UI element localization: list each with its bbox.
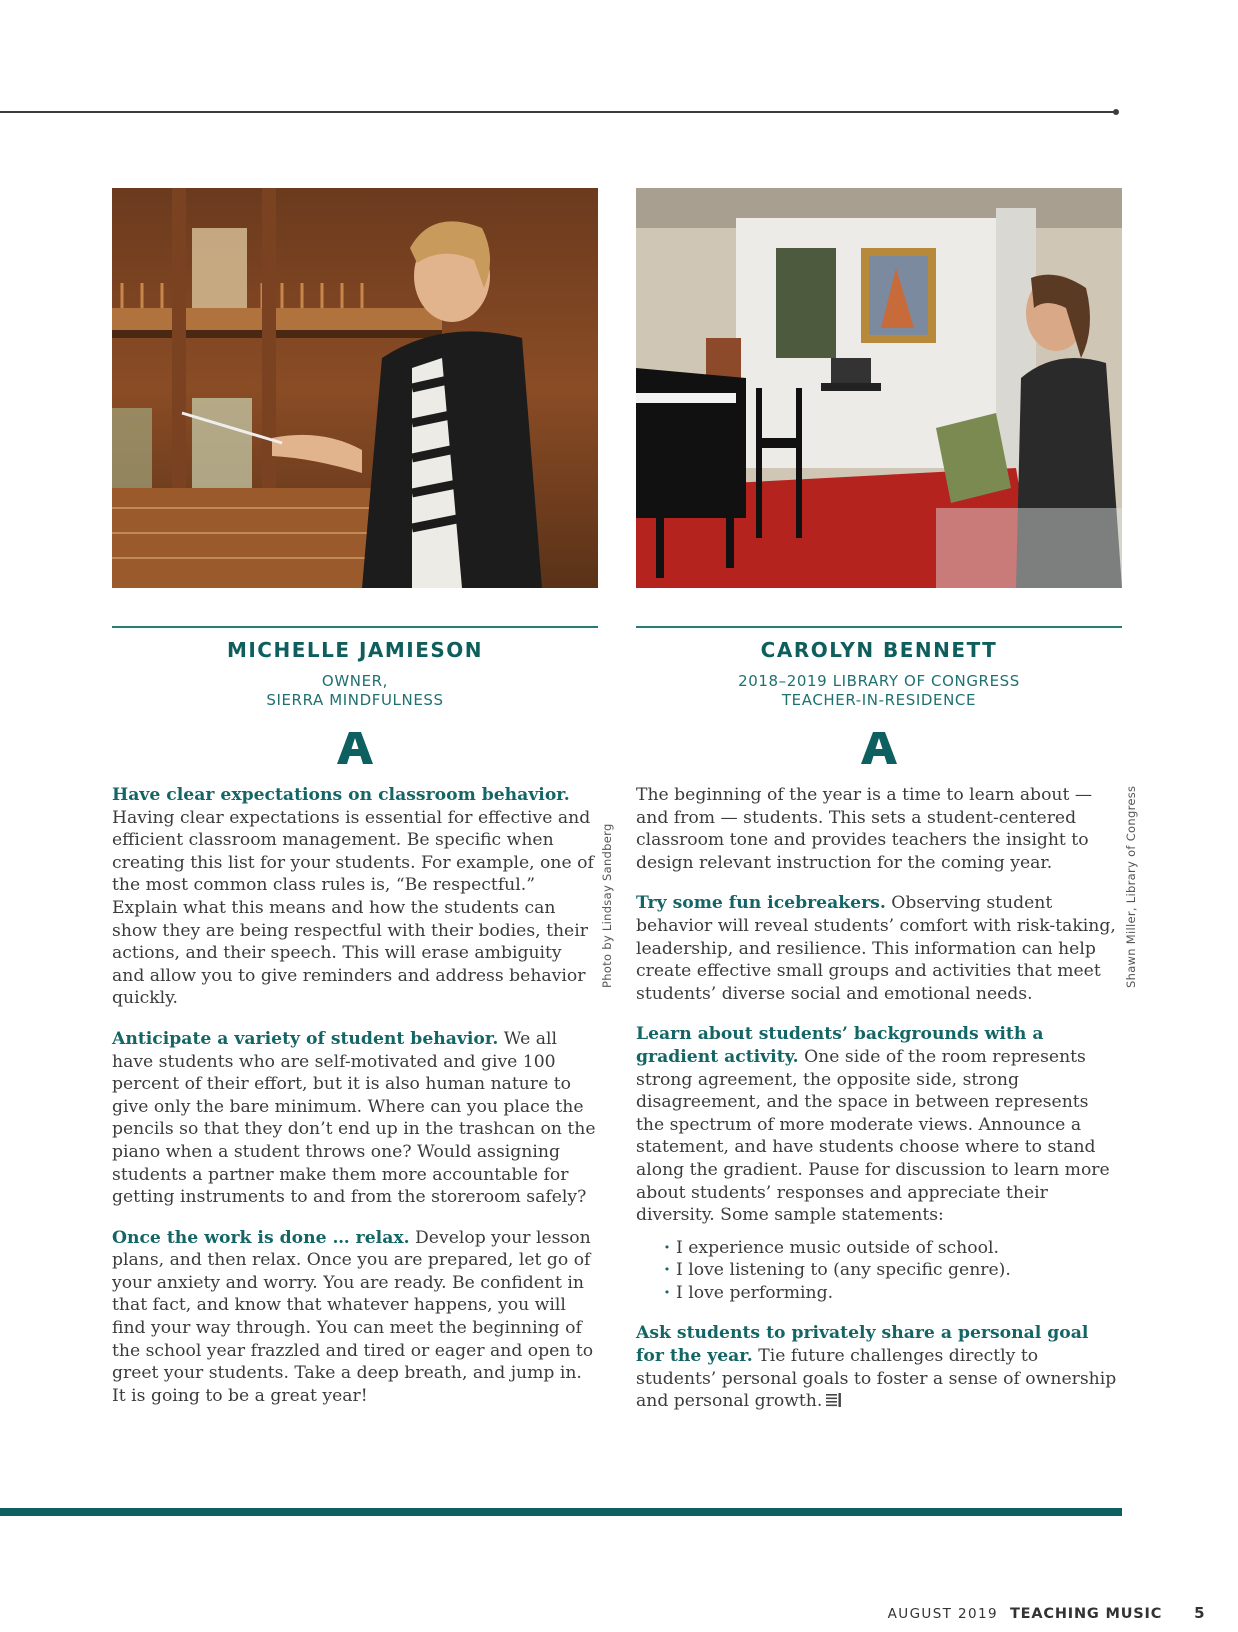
list-item: · I experience music outside of school.: [664, 1237, 1122, 1260]
paragraph: [112, 1227, 598, 1408]
paragraph: [636, 892, 1122, 1005]
paragraph-lead: Try some fun icebreakers.: [636, 893, 886, 914]
left-body: [112, 784, 598, 1407]
page-number: 5: [1194, 1604, 1206, 1622]
michelle-jamieson-photo: [112, 188, 598, 588]
right-column: [636, 188, 1122, 1431]
paragraph-text: Tie future challenges directly to students’ personal goals to foster a sense of ownership and personal growth.: [636, 1346, 1117, 1412]
issue-date: AUGUST 2019: [887, 1606, 998, 1622]
paragraph: [112, 784, 598, 1010]
photo-credit-text: Photo by Lindsay Sandberg: [600, 823, 614, 988]
list-item: · I love performing.: [664, 1282, 1122, 1305]
bio-divider: [636, 626, 1122, 628]
paragraph: [636, 1023, 1122, 1226]
paragraph-text: We all have students who are self-motivated and give 100 percent of their effort, but it is also human nature to give only the bare minimum. Where can you place the pencils so that they don’t end up in the trashcan on the piano when a student throws one? Would assigning students a partner make them more accountable for getting instruments to and from the storeroom safely?: [112, 1028, 596, 1208]
left-column: [112, 188, 598, 1425]
photo-credit-text: Shawn Miller, Library of Congress: [1124, 785, 1138, 988]
page-footer: [888, 1604, 1206, 1624]
paragraph-lead: Have clear expectations on classroom behavior.: [112, 785, 570, 805]
paragraph-text: Having clear expectations is essential for effective and efficient classroom management. Be specific when creating this list for your students. For example, one of the most common class rules is, “Be respectful.” Explain what this means and how the students can show they are being respectful with their bodies, their actions, and their speech. This will erase ambiguity and allow you to give reminders and address behavior quickly.: [112, 807, 594, 1009]
right-body: [636, 784, 1122, 1413]
author-name: MICHELLE JAMIESON: [226, 638, 484, 662]
bio-divider: [112, 626, 598, 628]
answer-a-icon: [335, 728, 375, 768]
paragraph-lead: Learn about students’ backgrounds with a gradient activity.: [636, 1024, 1044, 1067]
sample-statements-list: [664, 1237, 1122, 1305]
paragraph: [112, 1028, 598, 1209]
bottom-bar: [0, 1508, 1122, 1516]
paragraph-lead: Anticipate a variety of student behavior.: [112, 1028, 499, 1049]
list-item: · I love listening to (any specific genre).: [664, 1259, 1122, 1282]
paragraph-text: Develop your lesson plans, and then relax. Once you are prepared, let go of your anxiety and worry. You are ready. Be confident in that fact, and know that whatever happens, you will find your way through. You can meet the beginning of the school year frazzled and tired or eager and open to greet your students. Take a deep breath, and jump in. It is going to be a great year!: [112, 1227, 594, 1406]
paragraph-lead: Ask students to privately share a personal goal for the year.: [636, 1323, 1089, 1367]
paragraph: [636, 1322, 1122, 1412]
author-role-line: OWNER,: [321, 672, 389, 690]
author-role-line: SIERRA MINDFULNESS: [266, 691, 444, 709]
top-rule: [0, 111, 1118, 113]
author-role: [112, 672, 598, 710]
author-role: [636, 672, 1122, 710]
carolyn-bennett-photo: [636, 188, 1122, 588]
paragraph-lead: Once the work is done … relax.: [112, 1227, 410, 1248]
paragraph-text: Observing student behavior will reveal students’ comfort with risk-taking, leadership, and resilience. This information can help create effective small groups and activities that meet students’ diverse social and emotional needs.: [636, 893, 1116, 1004]
end-of-article-icon: [826, 1393, 842, 1407]
author-role-line: TEACHER-IN-RESIDENCE: [781, 691, 977, 709]
photo-credit-left: [600, 588, 618, 988]
magazine-title: TEACHING MUSIC: [1009, 1606, 1163, 1622]
author-role-line: 2018–2019 LIBRARY OF CONGRESS: [738, 672, 1020, 690]
author-name: CAROLYN BENNETT: [760, 638, 998, 662]
intro-paragraph: The beginning of the year is a time to learn about — and from — students. This sets a student-centered classroom tone and provides teachers the insight to design relevant instruction for the coming year.: [636, 785, 1093, 873]
top-rule-dot: [1113, 109, 1119, 115]
photo-credit-right: [1124, 588, 1142, 988]
answer-a-icon: [859, 728, 899, 768]
paragraph-text: One side of the room represents strong agreement, the opposite side, strong disagreement, and the space in between represents the spectrum of more moderate views. Announce a statement, and have students choose where to stand along the gradient. Pause for discussion to learn more about students’ responses and appreciate their diversity. Some sample statements:: [636, 1046, 1110, 1226]
